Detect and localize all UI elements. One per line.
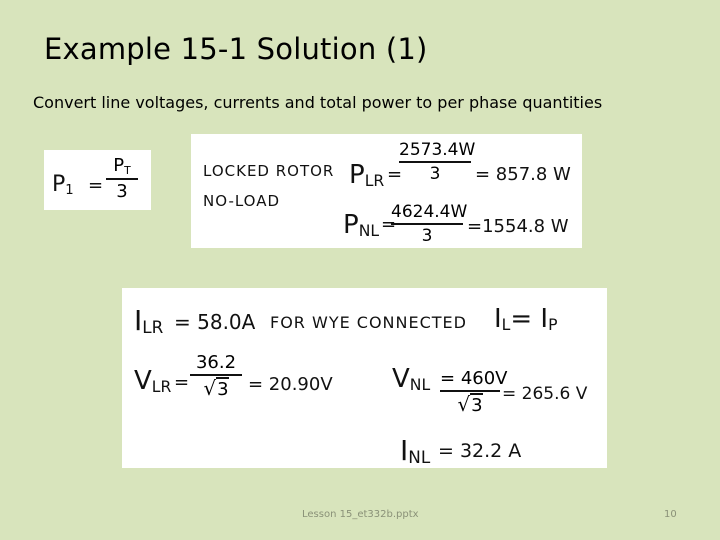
formula-denominator: 3 xyxy=(116,181,128,202)
vnl-symbol: $V_{NL}$ xyxy=(392,364,431,394)
plr-result: = 857.8 W xyxy=(475,164,571,185)
vlr-denominator: √3 xyxy=(203,377,229,400)
ilr-value: = 58.0A xyxy=(174,310,256,334)
slide-subtitle: Convert line voltages, currents and total power to per phase quantities xyxy=(33,93,603,112)
pnl-numerator: 4624.4W xyxy=(391,202,468,222)
formula-fraction xyxy=(106,155,138,202)
vlr-numerator: 36.2 xyxy=(195,352,237,373)
power-calculation-panel xyxy=(191,134,582,248)
formula-fraction-bar xyxy=(106,178,138,180)
vnl-denominator: √3 xyxy=(457,393,483,416)
formula-equals: = xyxy=(88,175,104,196)
pnl-equals: = xyxy=(381,214,397,235)
pnl-symbol: $P_{NL}$ xyxy=(343,210,380,240)
plr-symbol: $P_{LR}$ xyxy=(349,160,385,190)
plr-denominator: 3 xyxy=(429,164,441,184)
pnl-fraction xyxy=(391,202,468,246)
pnl-denominator: 3 xyxy=(421,226,433,246)
vnl-fraction xyxy=(440,368,508,416)
sqrt-icon: √ xyxy=(203,377,217,400)
pnl-fraction-bar xyxy=(391,223,463,225)
vnl-fraction-bar xyxy=(440,390,500,392)
vlr-fraction-bar xyxy=(190,374,242,376)
formula-lhs: $P_1$ xyxy=(52,172,74,198)
inl-symbol: $I_{NL}$ xyxy=(400,434,431,467)
vlr-result: = 20.90V xyxy=(248,374,333,395)
footer-filename: Lesson 15_et332b.pptx xyxy=(302,509,419,520)
footer-page-number: 10 xyxy=(664,509,677,520)
inl-value: = 32.2 A xyxy=(438,440,522,462)
current-voltage-panel xyxy=(122,288,607,468)
plr-fraction xyxy=(399,140,476,184)
plr-fraction-bar xyxy=(399,161,471,163)
wye-connected-text: FOR WYE CONNECTED xyxy=(270,313,467,332)
il-ip-relation: $I_L= I_P$ xyxy=(494,304,558,334)
no-load-label: NO-LOAD xyxy=(203,192,281,210)
locked-rotor-label: LOCKED ROTOR xyxy=(203,162,335,180)
ilr-symbol: $I_{LR}$ xyxy=(134,304,164,337)
formula-numerator: $P_T$ xyxy=(113,155,131,177)
plr-equals: = xyxy=(387,164,403,185)
vlr-symbol: $V_{LR}$ xyxy=(134,366,172,396)
plr-numerator: 2573.4W xyxy=(399,140,476,160)
formula-panel-per-phase-power xyxy=(44,150,151,210)
vnl-result: = 265.6 V xyxy=(502,384,588,404)
vnl-numerator: = 460V xyxy=(440,368,508,389)
vlr-fraction xyxy=(190,352,242,400)
pnl-result: =1554.8 W xyxy=(467,216,569,237)
slide-title: Example 15-1 Solution (1) xyxy=(44,32,428,66)
sqrt-icon: √ xyxy=(457,393,471,416)
vlr-equals: = xyxy=(174,372,190,393)
